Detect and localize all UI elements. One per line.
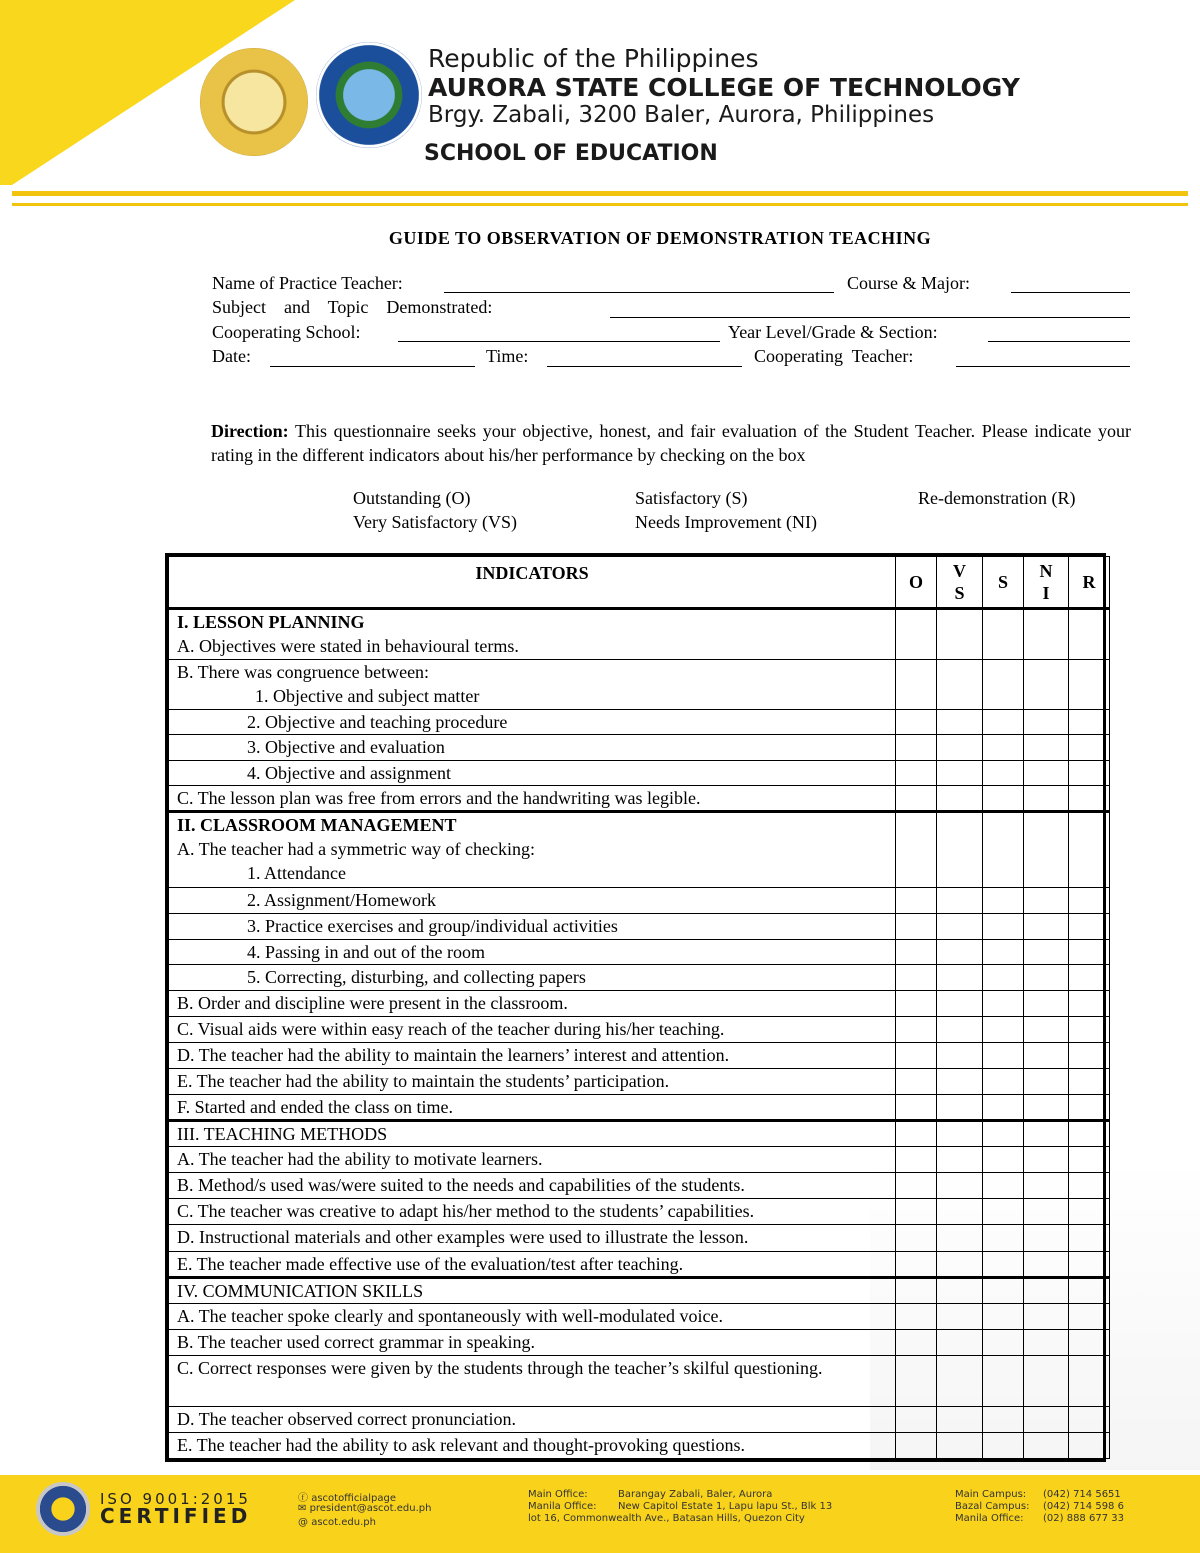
checkbox-ni[interactable] xyxy=(1024,1355,1069,1406)
time-field[interactable] xyxy=(547,366,742,367)
name-field[interactable] xyxy=(444,292,834,293)
checkbox-r[interactable] xyxy=(1069,1432,1110,1458)
table-row xyxy=(169,1303,1110,1329)
legend-needs-improvement: Needs Improvement (NI) xyxy=(635,512,817,532)
checkbox-vs[interactable] xyxy=(937,1121,983,1147)
checkbox-vs[interactable] xyxy=(937,1329,983,1355)
checkbox-r[interactable] xyxy=(1069,735,1110,761)
checkbox-o[interactable] xyxy=(896,940,937,965)
checkbox-o[interactable] xyxy=(896,991,937,1017)
checkbox-s[interactable] xyxy=(983,1017,1024,1043)
checkbox-o[interactable] xyxy=(896,1303,937,1329)
checkbox-ni[interactable] xyxy=(1024,940,1069,965)
col-vs: V S xyxy=(937,557,983,609)
footer-manila-office-1: New Capitol Estate 1, Lapu lapu St., Blk 13 xyxy=(618,1501,833,1512)
indicator-text: A. The teacher spoke clearly and spontaneously with well-modulated voice. xyxy=(169,1303,896,1329)
checkbox-vs[interactable] xyxy=(937,1199,983,1225)
checkbox-vs[interactable] xyxy=(937,660,983,710)
name-label: Name of Practice Teacher: xyxy=(212,273,403,293)
checkbox-s[interactable] xyxy=(983,1329,1024,1355)
checkbox-r[interactable] xyxy=(1069,660,1110,710)
table-row xyxy=(169,1095,1110,1121)
footer-manila-phone: (02) 888 677 33 xyxy=(1043,1513,1124,1524)
checkbox-s[interactable] xyxy=(983,812,1024,888)
checkbox-s[interactable] xyxy=(983,786,1024,812)
checkbox-r[interactable] xyxy=(1069,991,1110,1017)
checkbox-o[interactable] xyxy=(896,1147,937,1173)
checkbox-o[interactable] xyxy=(896,660,937,710)
header-college-name: AURORA STATE COLLEGE OF TECHNOLOGY xyxy=(428,73,1020,102)
checkbox-s[interactable] xyxy=(983,888,1024,914)
checkbox-vs[interactable] xyxy=(937,1173,983,1199)
table-row xyxy=(169,965,1110,991)
indicator-subitem: 1. Attendance xyxy=(247,863,346,884)
table-row xyxy=(169,914,1110,940)
checkbox-r[interactable] xyxy=(1069,786,1110,812)
checkbox-s[interactable] xyxy=(983,1199,1024,1225)
indicator-text: B. Method/s used was/were suited to the needs and capabilities of the students. xyxy=(169,1173,896,1199)
indicator-text: A. Objectives were stated in behavioural terms. xyxy=(177,636,519,657)
indicator-text: B. Order and discipline were present in the classroom. xyxy=(169,991,896,1017)
direction-body: This questionnaire seeks your objective, honest, and fair evaluation of the Student Teacher. Please indicate your rating in the different indicators about his/her performance by checking on the box xyxy=(211,421,1131,465)
checkbox-s[interactable] xyxy=(983,609,1024,660)
checkbox-r[interactable] xyxy=(1069,1147,1110,1173)
checkbox-o[interactable] xyxy=(896,1355,937,1406)
checkbox-s[interactable] xyxy=(983,761,1024,786)
footer-main-office: Barangay Zabali, Baler, Aurora xyxy=(618,1489,773,1500)
checkbox-ni[interactable] xyxy=(1024,1277,1069,1303)
school-of-education-seal-icon xyxy=(316,42,422,148)
checkbox-ni[interactable] xyxy=(1024,660,1069,710)
indicator-subitem: 2. Objective and teaching procedure xyxy=(169,710,896,735)
checkbox-vs[interactable] xyxy=(937,1017,983,1043)
checkbox-vs[interactable] xyxy=(937,710,983,735)
checkbox-o[interactable] xyxy=(896,1043,937,1069)
table-row xyxy=(169,812,1110,888)
footer-bazal-phone: (042) 714 598 6 xyxy=(1043,1501,1124,1512)
indicator-subitem: 4. Objective and assignment xyxy=(169,761,896,786)
coop-school-label: Cooperating School: xyxy=(212,322,361,342)
course-label: Course & Major: xyxy=(847,273,970,293)
checkbox-vs[interactable] xyxy=(937,1277,983,1303)
table-row xyxy=(169,761,1110,786)
checkbox-o[interactable] xyxy=(896,710,937,735)
indicator-subitem: 4. Passing in and out of the room xyxy=(169,940,896,965)
checkbox-o[interactable] xyxy=(896,1199,937,1225)
date-field[interactable] xyxy=(270,366,475,367)
table-row xyxy=(169,1121,1110,1147)
indicator-subitem: 3. Objective and evaluation xyxy=(169,735,896,761)
indicator-text: D. The teacher observed correct pronunciation. xyxy=(169,1406,896,1432)
checkbox-s[interactable] xyxy=(983,965,1024,991)
table-row xyxy=(169,1069,1110,1095)
coop-teacher-label: Cooperating Teacher: xyxy=(754,346,914,366)
checkbox-o[interactable] xyxy=(896,888,937,914)
checkbox-s[interactable] xyxy=(983,1251,1024,1277)
checkbox-r[interactable] xyxy=(1069,1121,1110,1147)
indicator-text: C. The teacher was creative to adapt his/her method to the students’ capabilities. xyxy=(169,1199,896,1225)
checkbox-vs[interactable] xyxy=(937,609,983,660)
checkbox-r[interactable] xyxy=(1069,1225,1110,1251)
indicator-text: B. There was congruence between: xyxy=(177,662,430,683)
checkbox-o[interactable] xyxy=(896,1017,937,1043)
checkbox-vs[interactable] xyxy=(937,1225,983,1251)
checkbox-vs[interactable] xyxy=(937,761,983,786)
globe-icon: @ xyxy=(298,1517,312,1528)
table-row xyxy=(169,940,1110,965)
checkbox-ni[interactable] xyxy=(1024,965,1069,991)
footer-main-campus-phone: (042) 714 5651 xyxy=(1043,1489,1121,1500)
section-lesson-planning: I. LESSON PLANNING xyxy=(177,612,365,633)
checkbox-ni[interactable] xyxy=(1024,1147,1069,1173)
checkbox-vs[interactable] xyxy=(937,812,983,888)
table-row xyxy=(169,609,1110,660)
indicator-text: E. The teacher made effective use of the evaluation/test after teaching. xyxy=(169,1251,896,1277)
indicator-text: D. Instructional materials and other examples were used to illustrate the lesson. xyxy=(169,1225,896,1251)
iso-badge-icon xyxy=(36,1482,90,1536)
checkbox-ni[interactable] xyxy=(1024,1225,1069,1251)
checkbox-o[interactable] xyxy=(896,1121,937,1147)
checkbox-o[interactable] xyxy=(896,1251,937,1277)
table-row xyxy=(169,1043,1110,1069)
checkbox-o[interactable] xyxy=(896,1406,937,1432)
col-r: R xyxy=(1069,557,1110,609)
indicator-text: E. The teacher had the ability to ask relevant and thought-provoking questions. xyxy=(169,1432,896,1458)
checkbox-s[interactable] xyxy=(983,914,1024,940)
checkbox-vs[interactable] xyxy=(937,735,983,761)
checkbox-r[interactable] xyxy=(1069,1069,1110,1095)
checkbox-ni[interactable] xyxy=(1024,735,1069,761)
table-row xyxy=(169,1355,1110,1406)
checkbox-ni[interactable] xyxy=(1024,1043,1069,1069)
checkbox-o[interactable] xyxy=(896,1173,937,1199)
checkbox-r[interactable] xyxy=(1069,1406,1110,1432)
checkbox-vs[interactable] xyxy=(937,888,983,914)
email-icon: ✉ xyxy=(298,1503,310,1514)
legend-very-satisfactory: Very Satisfactory (VS) xyxy=(353,512,517,532)
checkbox-ni[interactable] xyxy=(1024,1173,1069,1199)
header-school: SCHOOL OF EDUCATION xyxy=(424,141,718,166)
indicators-header: INDICATORS xyxy=(169,557,896,609)
checkbox-o[interactable] xyxy=(896,1095,937,1121)
checkbox-s[interactable] xyxy=(983,1043,1024,1069)
checkbox-s[interactable] xyxy=(983,735,1024,761)
checkbox-r[interactable] xyxy=(1069,888,1110,914)
checkbox-ni[interactable] xyxy=(1024,1069,1069,1095)
table-row xyxy=(169,1017,1110,1043)
checkbox-o[interactable] xyxy=(896,1432,937,1458)
indicator-text: D. The teacher had the ability to maintain the learners’ interest and attention. xyxy=(169,1043,896,1069)
checkbox-vs[interactable] xyxy=(937,940,983,965)
header-divider xyxy=(12,191,1188,196)
checkbox-ni[interactable] xyxy=(1024,1095,1069,1121)
indicator-text: F. Started and ended the class on time. xyxy=(169,1095,896,1121)
checkbox-o[interactable] xyxy=(896,1277,937,1303)
table-row xyxy=(169,735,1110,761)
year-label: Year Level/Grade & Section: xyxy=(728,322,938,342)
checkbox-o[interactable] xyxy=(896,786,937,812)
checkbox-vs[interactable] xyxy=(937,1303,983,1329)
section-communication-skills: IV. COMMUNICATION SKILLS xyxy=(169,1277,896,1303)
legend-satisfactory: Satisfactory (S) xyxy=(635,488,748,508)
checkbox-r[interactable] xyxy=(1069,1329,1110,1355)
header-republic: Republic of the Philippines xyxy=(428,44,759,73)
checkbox-s[interactable] xyxy=(983,1095,1024,1121)
checkbox-ni[interactable] xyxy=(1024,1303,1069,1329)
checkbox-r[interactable] xyxy=(1069,710,1110,735)
checkbox-vs[interactable] xyxy=(937,1069,983,1095)
date-label: Date: xyxy=(212,346,251,366)
checkbox-o[interactable] xyxy=(896,812,937,888)
checkbox-ni[interactable] xyxy=(1024,1251,1069,1277)
checkbox-s[interactable] xyxy=(983,1173,1024,1199)
indicator-text: C. Visual aids were within easy reach of the teacher during his/her teaching. xyxy=(169,1017,896,1043)
iso-label: ISO 9001:2015 xyxy=(100,1490,251,1508)
legend-outstanding: Outstanding (O) xyxy=(353,488,471,508)
checkbox-o[interactable] xyxy=(896,761,937,786)
section-teaching-methods: III. TEACHING METHODS xyxy=(169,1121,896,1147)
checkbox-ni[interactable] xyxy=(1024,1406,1069,1432)
table-row xyxy=(169,1147,1110,1173)
footer-manila-label: Manila Office: xyxy=(955,1513,1024,1524)
checkbox-vs[interactable] xyxy=(937,1406,983,1432)
checkbox-vs[interactable] xyxy=(937,1043,983,1069)
table-row xyxy=(169,786,1110,812)
checkbox-ni[interactable] xyxy=(1024,1199,1069,1225)
table-row xyxy=(169,1432,1110,1458)
table-row xyxy=(169,991,1110,1017)
footer-main-office-label: Main Office: xyxy=(528,1489,588,1500)
checkbox-vs[interactable] xyxy=(937,1251,983,1277)
form-title: GUIDE TO OBSERVATION OF DEMONSTRATION TEACHING xyxy=(388,228,932,248)
checkbox-r[interactable] xyxy=(1069,1199,1110,1225)
checkbox-s[interactable] xyxy=(983,660,1024,710)
facebook-icon: ⓕ xyxy=(298,1493,312,1504)
checkbox-o[interactable] xyxy=(896,1225,937,1251)
checkbox-vs[interactable] xyxy=(937,991,983,1017)
checkbox-ni[interactable] xyxy=(1024,1432,1069,1458)
indicator-text: C. The lesson plan was free from errors and the handwriting was legible. xyxy=(169,786,896,812)
checkbox-s[interactable] xyxy=(983,1147,1024,1173)
col-ni: N I xyxy=(1024,557,1069,609)
checkbox-o[interactable] xyxy=(896,965,937,991)
header-address: Brgy. Zabali, 3200 Baler, Aurora, Philippines xyxy=(428,102,935,128)
checkbox-s[interactable] xyxy=(983,991,1024,1017)
college-seal-icon xyxy=(200,48,308,156)
checkbox-r[interactable] xyxy=(1069,812,1110,888)
table-row xyxy=(169,660,1110,710)
checkbox-s[interactable] xyxy=(983,710,1024,735)
table-row xyxy=(169,1173,1110,1199)
col-s: S xyxy=(983,557,1024,609)
checkbox-r[interactable] xyxy=(1069,1017,1110,1043)
indicator-subitem: 1. Objective and subject matter xyxy=(255,686,480,707)
checkbox-vs[interactable] xyxy=(937,1432,983,1458)
checkbox-r[interactable] xyxy=(1069,1095,1110,1121)
checkbox-ni[interactable] xyxy=(1024,761,1069,786)
checkbox-vs[interactable] xyxy=(937,914,983,940)
checkbox-s[interactable] xyxy=(983,1355,1024,1406)
checkbox-s[interactable] xyxy=(983,1069,1024,1095)
checkbox-o[interactable] xyxy=(896,1329,937,1355)
footer-email[interactable]: ✉ president@ascot.edu.ph xyxy=(298,1503,432,1514)
table-row xyxy=(169,1329,1110,1355)
checkbox-ni[interactable] xyxy=(1024,1017,1069,1043)
footer-bazal-label: Bazal Campus: xyxy=(955,1501,1030,1512)
indicator-subitem: 3. Practice exercises and group/individual activities xyxy=(169,914,896,940)
footer-website[interactable]: @ ascot.edu.ph xyxy=(298,1517,376,1528)
table-row xyxy=(169,1251,1110,1277)
time-label: Time: xyxy=(486,346,529,366)
direction-label: Direction: xyxy=(211,421,289,441)
checkbox-r[interactable] xyxy=(1069,1303,1110,1329)
indicators-table xyxy=(165,553,1106,1462)
certified-label: CERTIFIED xyxy=(100,1504,252,1528)
checkbox-ni[interactable] xyxy=(1024,1329,1069,1355)
checkbox-vs[interactable] xyxy=(937,1095,983,1121)
indicator-subitem: 5. Correcting, disturbing, and collecting papers xyxy=(169,965,896,991)
checkbox-vs[interactable] xyxy=(937,1355,983,1406)
year-field[interactable] xyxy=(988,341,1130,342)
checkbox-o[interactable] xyxy=(896,609,937,660)
checkbox-ni[interactable] xyxy=(1024,710,1069,735)
checkbox-s[interactable] xyxy=(983,940,1024,965)
direction-text xyxy=(211,419,1131,467)
checkbox-r[interactable] xyxy=(1069,1173,1110,1199)
table-row xyxy=(169,1406,1110,1432)
course-field[interactable] xyxy=(1011,292,1130,293)
indicator-text: A. The teacher had the ability to motivate learners. xyxy=(169,1147,896,1173)
checkbox-r[interactable] xyxy=(1069,761,1110,786)
coop-school-field[interactable] xyxy=(398,341,720,342)
checkbox-r[interactable] xyxy=(1069,609,1110,660)
checkbox-ni[interactable] xyxy=(1024,609,1069,660)
checkbox-vs[interactable] xyxy=(937,965,983,991)
section-classroom-management: II. CLASSROOM MANAGEMENT xyxy=(177,815,457,836)
footer-manila-office-2: lot 16, Commonwealth Ave., Batasan Hills, Quezon City xyxy=(528,1513,805,1524)
checkbox-ni[interactable] xyxy=(1024,888,1069,914)
checkbox-s[interactable] xyxy=(983,1406,1024,1432)
checkbox-s[interactable] xyxy=(983,1277,1024,1303)
checkbox-r[interactable] xyxy=(1069,914,1110,940)
indicator-text: C. Correct responses were given by the students through the teacher’s skilful questioning. xyxy=(169,1355,896,1406)
header-divider-thin xyxy=(12,203,1188,206)
checkbox-r[interactable] xyxy=(1069,940,1110,965)
checkbox-s[interactable] xyxy=(983,1432,1024,1458)
checkbox-o[interactable] xyxy=(896,914,937,940)
indicator-text: B. The teacher used correct grammar in speaking. xyxy=(169,1329,896,1355)
indicator-text: E. The teacher had the ability to maintain the students’ participation. xyxy=(169,1069,896,1095)
checkbox-r[interactable] xyxy=(1069,1251,1110,1277)
indicator-subitem: 2. Assignment/Homework xyxy=(169,888,896,914)
table-row xyxy=(169,1225,1110,1251)
table-row xyxy=(169,888,1110,914)
checkbox-r[interactable] xyxy=(1069,1355,1110,1406)
table-row xyxy=(169,710,1110,735)
checkbox-s[interactable] xyxy=(983,1121,1024,1147)
subject-field[interactable] xyxy=(610,317,1130,318)
footer-manila-office-label: Manila Office: xyxy=(528,1501,597,1512)
checkbox-r[interactable] xyxy=(1069,1043,1110,1069)
footer-main-campus-label: Main Campus: xyxy=(955,1489,1027,1500)
checkbox-vs[interactable] xyxy=(937,786,983,812)
table-row xyxy=(169,1199,1110,1225)
checkbox-o[interactable] xyxy=(896,1069,937,1095)
checkbox-r[interactable] xyxy=(1069,965,1110,991)
col-o: O xyxy=(896,557,937,609)
subject-label: Subject and Topic Demonstrated: xyxy=(212,297,493,317)
checkbox-s[interactable] xyxy=(983,1303,1024,1329)
table-row xyxy=(169,1277,1110,1303)
checkbox-ni[interactable] xyxy=(1024,914,1069,940)
checkbox-ni[interactable] xyxy=(1024,786,1069,812)
checkbox-s[interactable] xyxy=(983,1225,1024,1251)
checkbox-ni[interactable] xyxy=(1024,991,1069,1017)
checkbox-r[interactable] xyxy=(1069,1277,1110,1303)
checkbox-ni[interactable] xyxy=(1024,812,1069,888)
indicator-text: A. The teacher had a symmetric way of checking: xyxy=(177,839,536,860)
checkbox-ni[interactable] xyxy=(1024,1121,1069,1147)
checkbox-o[interactable] xyxy=(896,735,937,761)
footer-facebook[interactable]: ⓕ ascotofficialpage xyxy=(298,1493,397,1504)
coop-teacher-field[interactable] xyxy=(956,366,1130,367)
legend-re-demonstration: Re-demonstration (R) xyxy=(918,488,1076,508)
checkbox-vs[interactable] xyxy=(937,1147,983,1173)
